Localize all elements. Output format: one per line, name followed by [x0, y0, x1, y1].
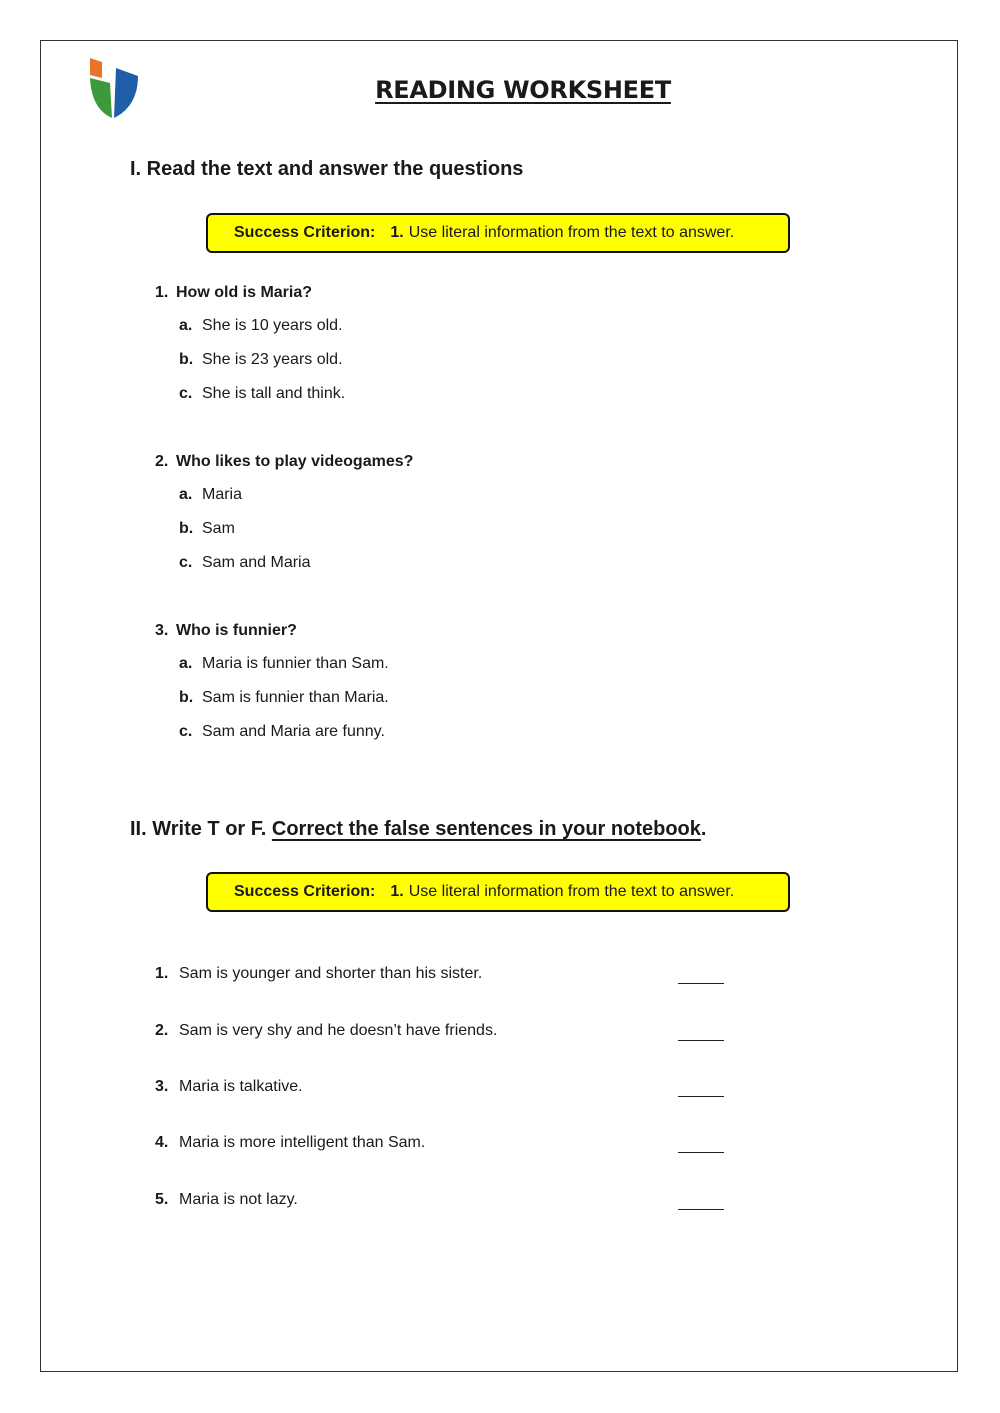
question-number: 3. — [155, 622, 169, 639]
criterion-text: Use literal information from the text to answer. — [408, 224, 735, 241]
option-text: Maria is funnier than Sam. — [202, 655, 389, 672]
section-2-heading-plain: II. Write T or F. — [130, 818, 272, 840]
option-letter: c. — [179, 554, 193, 571]
option-letter: c. — [179, 385, 193, 402]
statement-1-answer-blank[interactable] — [678, 983, 724, 984]
statement-2-answer-blank[interactable] — [678, 1040, 724, 1041]
question-2-option-c[interactable] — [179, 554, 311, 572]
success-criterion-box-1 — [206, 213, 790, 253]
logo-orange-leaf — [90, 58, 102, 78]
question-2 — [155, 453, 413, 471]
statement-2 — [155, 1022, 497, 1040]
option-text: She is 10 years old. — [202, 317, 343, 334]
criterion-label: Success Criterion: — [234, 224, 376, 241]
statement-4 — [155, 1134, 425, 1152]
statement-5-answer-blank[interactable] — [678, 1209, 724, 1210]
option-letter: c. — [179, 723, 193, 740]
question-2-option-b[interactable] — [179, 520, 235, 538]
criterion-number: 1. — [390, 883, 404, 900]
criterion-text: Use literal information from the text to answer. — [408, 883, 735, 900]
question-3-option-c[interactable] — [179, 723, 385, 741]
section-2-heading-end: . — [700, 818, 707, 840]
question-text: How old is Maria? — [176, 284, 313, 301]
statement-text: Sam is younger and shorter than his sister. — [179, 965, 483, 982]
success-criterion-box-2 — [206, 872, 790, 912]
question-1 — [155, 284, 312, 302]
statement-1 — [155, 965, 482, 983]
section-1-heading: I. Read the text and answer the questions — [130, 158, 524, 180]
option-letter: a. — [179, 317, 193, 334]
option-text: Sam and Maria are funny. — [202, 723, 385, 740]
option-text: Maria — [202, 486, 243, 503]
statement-number: 2. — [155, 1022, 169, 1039]
question-1-option-b[interactable] — [179, 351, 343, 369]
option-text: Sam is funnier than Maria. — [202, 689, 389, 706]
statement-4-answer-blank[interactable] — [678, 1152, 724, 1153]
question-1-option-c[interactable] — [179, 385, 345, 403]
criterion-number: 1. — [390, 224, 404, 241]
statement-text: Maria is not lazy. — [179, 1191, 298, 1208]
statement-number: 1. — [155, 965, 169, 982]
criterion-label: Success Criterion: — [234, 883, 376, 900]
question-text: Who likes to play videogames? — [176, 453, 414, 470]
statement-5 — [155, 1191, 298, 1209]
statement-number: 3. — [155, 1078, 169, 1095]
question-3 — [155, 622, 297, 640]
question-1-option-a[interactable] — [179, 317, 343, 335]
section-2-heading-underlined: Correct the false sentences in your notebook — [271, 818, 701, 840]
statement-3 — [155, 1078, 303, 1096]
worksheet-title: READING WORKSHEET — [375, 76, 671, 104]
option-letter: b. — [179, 689, 194, 706]
statement-number: 4. — [155, 1134, 169, 1151]
question-3-option-b[interactable] — [179, 689, 389, 707]
option-letter: b. — [179, 520, 194, 537]
question-number: 2. — [155, 453, 169, 470]
option-text: She is 23 years old. — [202, 351, 343, 368]
question-3-option-a[interactable] — [179, 655, 389, 673]
option-letter: a. — [179, 486, 193, 503]
option-letter: b. — [179, 351, 194, 368]
option-text: Sam — [202, 520, 235, 537]
statement-text: Maria is more intelligent than Sam. — [179, 1134, 426, 1151]
question-2-option-a[interactable] — [179, 486, 242, 504]
question-number: 1. — [155, 284, 169, 301]
statement-text: Maria is talkative. — [179, 1078, 303, 1095]
statement-3-answer-blank[interactable] — [678, 1096, 724, 1097]
statement-number: 5. — [155, 1191, 169, 1208]
statement-text: Sam is very shy and he doesn’t have friends. — [179, 1022, 498, 1039]
option-letter: a. — [179, 655, 193, 672]
section-2-heading — [130, 818, 706, 841]
question-text: Who is funnier? — [176, 622, 297, 639]
option-text: She is tall and think. — [202, 385, 346, 402]
option-text: Sam and Maria — [202, 554, 311, 571]
